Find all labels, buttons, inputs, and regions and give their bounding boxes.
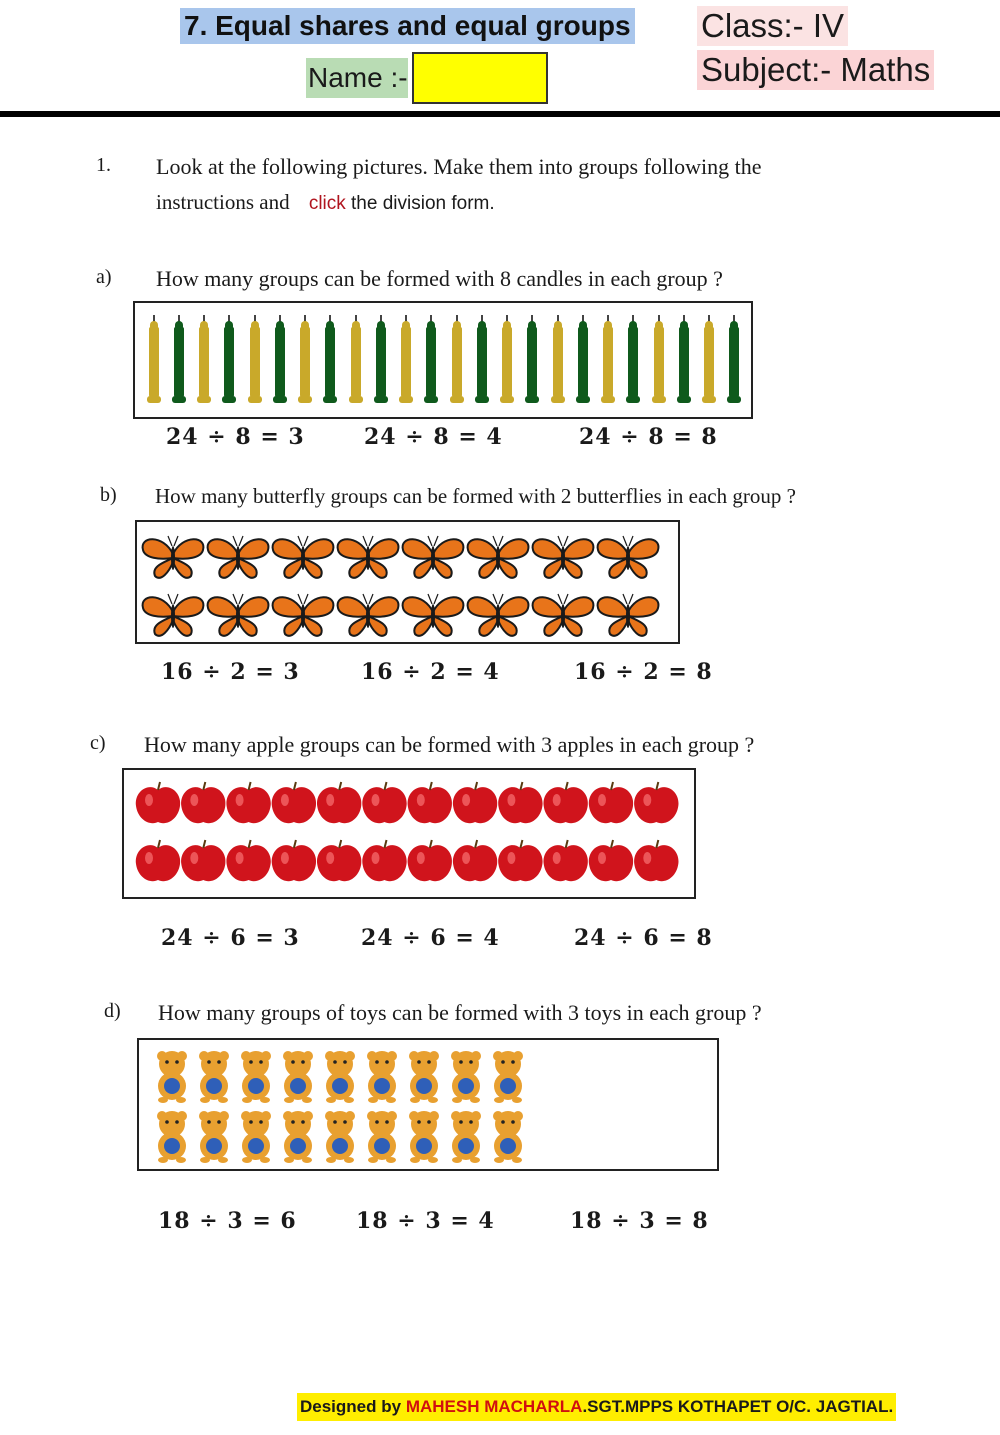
butterfly-icon [533,536,594,578]
footer-credit [297,1393,896,1421]
question-d-letter: d) [104,1000,121,1022]
candle-icon [475,315,489,403]
toy-icon [199,1051,229,1103]
apple-icon [226,782,270,823]
candle-icon [450,315,464,403]
toy-grid [139,1040,717,1169]
name-section [306,58,408,98]
toy-icon [241,1111,271,1163]
apple-icon [226,840,270,881]
footer-suffix: .SGT.MPPS KOTHAPET O/C. JAGTIAL. [582,1397,894,1416]
butterfly-icon [338,536,399,578]
toy-icon [451,1111,481,1163]
apple-icon [634,840,678,881]
apple-icon [544,782,588,823]
candle-row [141,315,747,403]
apple-icon [181,840,225,881]
question-b-text: How many butterfly groups can be formed with 2 butterflies in each group ? [155,484,796,508]
butterfly-icon [598,594,659,636]
butterfly-icon [143,594,204,636]
candle-icon [652,315,666,403]
apple-icon [181,782,225,823]
apple-icon [317,782,361,823]
subject-label: Subject:- Maths [697,50,934,90]
candle-icon [576,315,590,403]
option-d-1[interactable]: 18 ÷ 3 = 6 [158,1208,297,1234]
butterfly-icon [273,594,334,636]
question-c-text: How many apple groups can be formed with 3 apples in each group ? [144,732,755,757]
butterfly-icon [598,536,659,578]
option-d-2[interactable]: 18 ÷ 3 = 4 [356,1208,495,1234]
option-a-3[interactable]: 24 ÷ 8 = 8 [579,424,718,450]
name-label: Name :- [308,62,408,93]
apple-icon [136,782,180,823]
toy-icon [241,1051,271,1103]
apple-grid [124,770,694,897]
butterfly-icon [533,594,594,636]
worksheet-title: 7. Equal shares and equal groups [180,8,635,44]
butterfly-icon [143,536,204,578]
candle-icon [525,315,539,403]
candle-icon [147,315,161,403]
apple-icon [362,840,406,881]
butterfly-icon [208,594,269,636]
butterfly-icon [468,594,529,636]
header-divider [0,111,1000,117]
toy-icon [157,1051,187,1103]
intro-line-2-start: instructions and [156,190,290,214]
question-d-text: How many groups of toys can be formed with 3 toys in each group ? [158,1000,762,1025]
option-b-1[interactable]: 16 ÷ 2 = 3 [161,659,300,685]
candle-icon [551,315,565,403]
option-c-2[interactable]: 24 ÷ 6 = 4 [361,925,500,951]
candle-icon [172,315,186,403]
toy-icon [199,1111,229,1163]
candle-icon [424,315,438,403]
candle-icon [222,315,236,403]
candle-icon [374,315,388,403]
toy-icon [325,1111,355,1163]
toy-icon [493,1051,523,1103]
intro-line-1: Look at the following pictures. Make them into groups following the [156,154,762,179]
candle-icon [248,315,262,403]
candle-icon [601,315,615,403]
toy-icon [283,1051,313,1103]
apple-icon [589,840,633,881]
butterfly-icon [338,594,399,636]
candle-icon [323,315,337,403]
toy-picture-box [137,1038,719,1171]
butterfly-icon [403,536,464,578]
footer-author: MAHESH MACHARLA [405,1397,583,1416]
apple-icon [544,840,588,881]
butterfly-icon [468,536,529,578]
class-label: Class:- IV [697,6,848,46]
toy-icon [157,1111,187,1163]
candle-icon [197,315,211,403]
apple-icon [136,840,180,881]
candle-icon [727,315,741,403]
name-input-box[interactable] [412,52,548,104]
apple-icon [589,782,633,823]
option-d-3[interactable]: 18 ÷ 3 = 8 [570,1208,709,1234]
toy-icon [409,1051,439,1103]
intro-line-2-end: the division form. [351,193,495,214]
option-a-2[interactable]: 24 ÷ 8 = 4 [364,424,503,450]
question-a-text: How many groups can be formed with 8 candles in each group ? [156,266,723,291]
footer-prefix: Designed by [300,1397,402,1416]
candle-icon [702,315,716,403]
butterfly-icon [273,536,334,578]
option-c-1[interactable]: 24 ÷ 6 = 3 [161,925,300,951]
toy-icon [493,1111,523,1163]
toy-icon [451,1051,481,1103]
click-word: click [308,193,346,214]
intro-line-2 [156,190,495,215]
option-b-3[interactable]: 16 ÷ 2 = 8 [574,659,713,685]
apple-icon [453,840,497,881]
apple-icon [408,782,452,823]
toy-icon [367,1111,397,1163]
candle-icon [677,315,691,403]
question-c-letter: c) [90,732,106,754]
option-b-2[interactable]: 16 ÷ 2 = 4 [361,659,500,685]
apple-icon [634,782,678,823]
candle-icon [399,315,413,403]
candle-icon [273,315,287,403]
toy-icon [325,1051,355,1103]
apple-icon [272,840,316,881]
apple-picture-box [122,768,696,899]
candle-icon [626,315,640,403]
question-number: 1. [96,154,111,176]
apple-icon [317,840,361,881]
candle-icon [298,315,312,403]
butterfly-grid [137,522,678,642]
butterfly-picture-box [135,520,680,644]
option-a-1[interactable]: 24 ÷ 8 = 3 [166,424,305,450]
apple-icon [272,782,316,823]
apple-icon [453,782,497,823]
candle-picture-box [133,301,753,419]
question-a-letter: a) [96,266,112,288]
option-c-3[interactable]: 24 ÷ 6 = 8 [574,925,713,951]
apple-icon [362,782,406,823]
toy-icon [283,1111,313,1163]
candle-icon [349,315,363,403]
apple-icon [498,782,542,823]
toy-icon [409,1111,439,1163]
toy-icon [367,1051,397,1103]
butterfly-icon [208,536,269,578]
butterfly-icon [403,594,464,636]
question-b-letter: b) [100,484,117,506]
apple-icon [408,840,452,881]
apple-icon [498,840,542,881]
candle-icon [500,315,514,403]
